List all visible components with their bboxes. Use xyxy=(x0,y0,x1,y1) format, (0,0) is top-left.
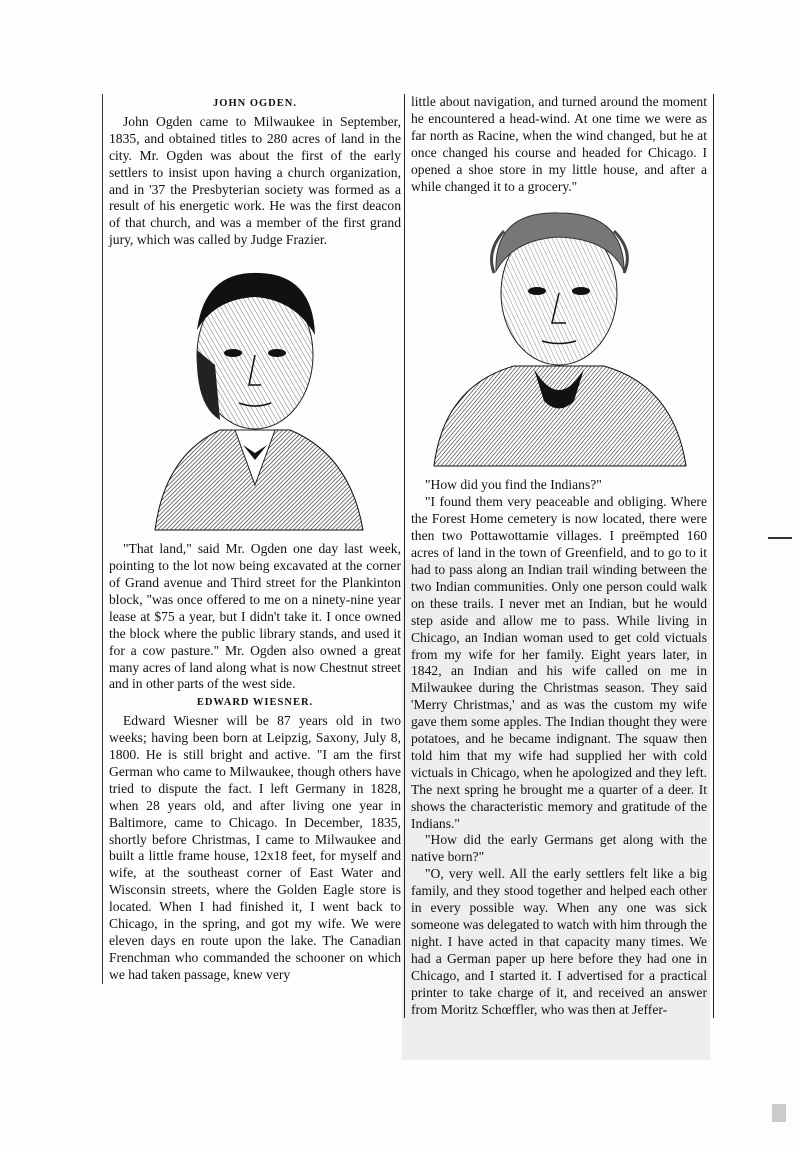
answer-germans-paragraph: "O, very well. All the early settlers felt like a big family, and they stood together and helped each other in every possible way. When any one was sick someone was delegated to watch with him through the night. I have acted in that capacity many times. We had a German paper up here before they had one in Chicago, and I started it. I advertised for a practical printer to take charge of it, and received an answer from Moritz Schœffler, who was then at Jeffer- xyxy=(411,866,707,1017)
margin-mark xyxy=(768,537,792,539)
heading-john-ogden: JOHN OGDEN. xyxy=(213,98,297,109)
portrait-john-ogden xyxy=(135,255,375,535)
right-column xyxy=(404,94,714,1018)
wiesner-continued-paragraph: little about navigation, and turned around the moment he encountered a head-wind. At one time we were as far north as Racine, when the wind changed, but he at once changed his course and headed for Chicago. I opened a shoe store in my little house, and after a while changed it to a grocery." xyxy=(411,94,707,194)
ogden-quote-paragraph: "That land," said Mr. Ogden one day last week, pointing to the lot now being excavated at the corner of Grand avenue and Third street for the Plankinton block, "was once offered to me on a ninety-nine year lease at $75 a year, but I didn't take it. I once owned the block where the public library stands, and used it for a cow pasture." Mr. Ogden also owned a great many acres of land along what is now Chestnut street and in other parts of the west side. xyxy=(109,541,401,692)
corner-mark xyxy=(772,1104,786,1122)
portrait-edward-wiesner xyxy=(424,201,694,471)
question-germans: "How did the early Germans get along with the native born?" xyxy=(411,832,707,865)
ogden-intro-paragraph: John Ogden came to Milwaukee in September, 1835, and obtained titles to 280 acres of land in the city. Mr. Ogden was about the first of the early settlers to insist upon having a church organization, and in '37 the Presbyterian society was formed as a result of his energetic work. He was the first deacon of that church, and was a member of the first grand jury, which was called by Judge Frazier. xyxy=(109,113,401,248)
question-indians: "How did you find the Indians?" xyxy=(425,477,602,493)
heading-edward-wiesner: EDWARD WIESNER. xyxy=(196,697,314,709)
answer-indians-paragraph: "I found them very peaceable and obliging. Where the Forest Home cemetery is now located, there were then two Pottawottamie villages. I preëmpted 160 acres of land in the town of Greenfield, and to go to it had to pass along an Indian trail winding between the two Indian communities. Only one person could walk on these trails. I never met an Indian, but he would step aside and allow me to pass. While living in Chicago, an Indian woman used to get cold victuals from my wife for her family. Eight years later, in 1842, an Indian and his wife called on me in Milwaukee during the Christmas season. They said 'Merry Christmas,' and as was the custom my wife gave them some apples. The Indian thought they were potatoes, and he became indignant. The squaw then told him that my wife had supplied her with cold victuals in Chicago, when he apologized and they left. The next spring he brought me a quarter of a deer. It shows the characteristic memory and gratitude of the Indians." xyxy=(411,494,707,831)
left-column xyxy=(102,94,401,984)
wiesner-intro-paragraph: Edward Wiesner will be 87 years old in two weeks; having been born at Leipzig, Saxony, July 8, 1800. He is still bright and active. "I am the first German who came to Milwaukee, though others have tried to dispute the fact. I left Germany in 1828, when 28 years old, and after living one year in Baltimore, came to Chicago. In December, 1835, shortly before Christmas, I came to Milwaukee and built a little frame house, 12x18 feet, for myself and wife, at the southeast corner of East Water and Wisconsin streets, where the Golden Eagle store is located. When I had finished it, I went back to Chicago, in the spring, and got my wife. We were eleven days en route upon the lake. The Canadian Frenchman who commanded the schooner on which we had taken passage, knew very xyxy=(109,713,401,982)
